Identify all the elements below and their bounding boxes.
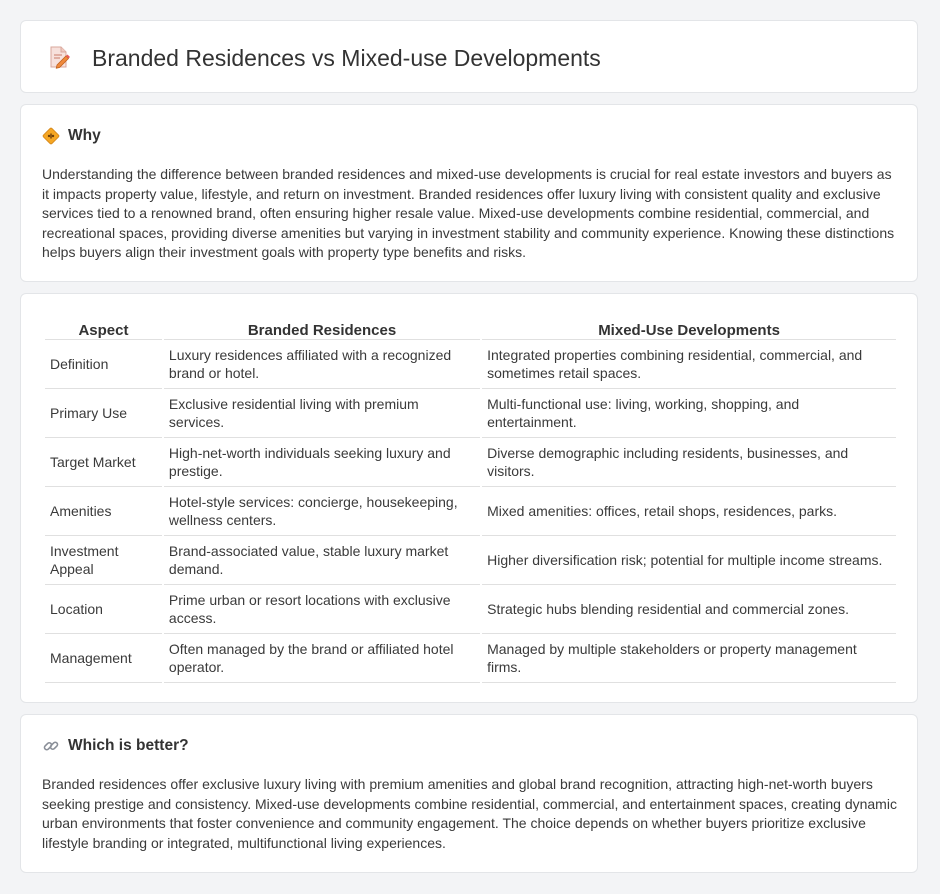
row-branded: Exclusive residential living with premium services. <box>164 389 480 438</box>
better-text: Branded residences offer exclusive luxury living with premium amenities and global brand recognition, attracting high-net-worth buyers seeking prestige and consistency. Mixed-use developments combine residential, commercial, and entertainment spaces, creating dynamic urban environments that foster convenience and community engagement. The choice depends on whether buyers prioritize exclusive lifestyle branding or integrated, multifunctional living experiences. <box>42 776 897 851</box>
better-heading <box>42 737 189 755</box>
row-aspect: Definition <box>45 340 162 389</box>
table-row <box>45 438 896 487</box>
table-row <box>45 634 896 683</box>
row-aspect: Primary Use <box>45 389 162 438</box>
which-is-better-section <box>20 714 918 873</box>
header-mixed-use: Mixed-Use Developments <box>482 315 896 340</box>
table-header-row <box>45 315 896 340</box>
row-aspect: Location <box>45 585 162 634</box>
header-aspect: Aspect <box>45 315 162 340</box>
row-aspect: Investment Appeal <box>45 536 162 585</box>
why-section <box>20 104 918 282</box>
table-row <box>45 487 896 536</box>
why-title: Why <box>68 127 101 144</box>
row-mixed-use: Managed by multiple stakeholders or property management firms. <box>482 634 896 683</box>
row-branded: Hotel-style services: concierge, housekeeping, wellness centers. <box>164 487 480 536</box>
comparison-section <box>20 293 918 703</box>
row-mixed-use: Strategic hubs blending residential and commercial zones. <box>482 585 896 634</box>
road-sign-icon <box>42 127 60 145</box>
row-aspect: Amenities <box>45 487 162 536</box>
row-mixed-use: Diverse demographic including residents, businesses, and visitors. <box>482 438 896 487</box>
table-row <box>45 536 896 585</box>
row-branded: High-net-worth individuals seeking luxury and prestige. <box>164 438 480 487</box>
row-branded: Luxury residences affiliated with a recognized brand or hotel. <box>164 340 480 389</box>
table-row <box>45 389 896 438</box>
table-row <box>45 340 896 389</box>
why-text: Understanding the difference between branded residences and mixed-use developments is crucial for real estate investors and buyers as it impacts property value, lifestyle, and return on investment. Branded residences offer luxury living with consistent quality and exclusive services tied to a renowned brand, often ensuring higher resale value. Mixed-use developments combine residential, commercial, and recreational spaces, providing diverse amenities but varying in investment stability and community experience. Knowing these distinctions helps buyers align their investment goals with property type benefits and risks. <box>42 166 895 260</box>
why-heading <box>42 127 101 145</box>
comparison-table <box>43 315 898 683</box>
row-mixed-use: Integrated properties combining residential, commercial, and sometimes retail spaces. <box>482 340 896 389</box>
page-title: Branded Residences vs Mixed-use Developments <box>92 45 601 71</box>
row-mixed-use: Multi-functional use: living, working, shopping, and entertainment. <box>482 389 896 438</box>
header-card <box>20 20 918 93</box>
row-aspect: Target Market <box>45 438 162 487</box>
header-branded-residences: Branded Residences <box>164 315 480 340</box>
row-branded: Often managed by the brand or affiliated hotel operator. <box>164 634 480 683</box>
better-title: Which is better? <box>68 737 189 754</box>
link-icon <box>42 737 60 755</box>
row-branded: Prime urban or resort locations with exclusive access. <box>164 585 480 634</box>
row-branded: Brand-associated value, stable luxury market demand. <box>164 536 480 585</box>
row-aspect: Management <box>45 634 162 683</box>
document-pencil-icon <box>47 45 71 69</box>
row-mixed-use: Higher diversification risk; potential for multiple income streams. <box>482 536 896 585</box>
table-row <box>45 585 896 634</box>
row-mixed-use: Mixed amenities: offices, retail shops, residences, parks. <box>482 487 896 536</box>
